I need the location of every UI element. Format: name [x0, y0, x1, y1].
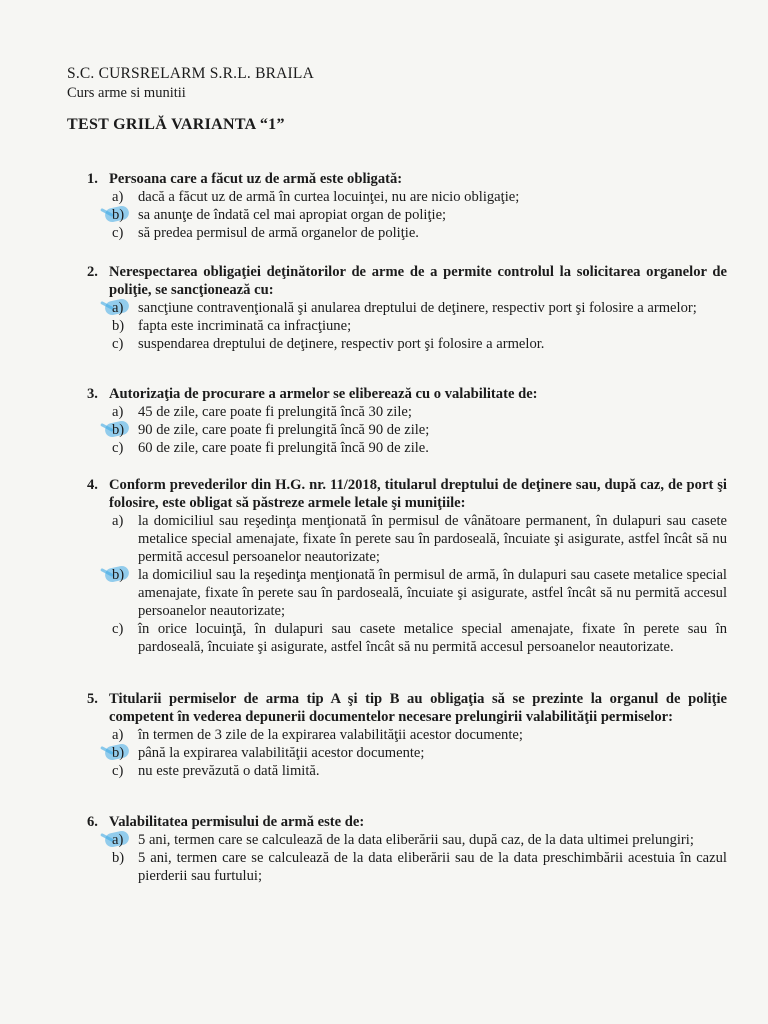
answer-options — [112, 726, 727, 780]
option-text: suspendarea dreptului de deţinere, respectiv port şi folosire a armelor. — [138, 336, 545, 352]
answer-options — [112, 299, 727, 353]
option-letter-text: c) — [112, 440, 124, 456]
answer-option — [112, 566, 727, 620]
question-5 — [87, 690, 727, 780]
option-letter — [112, 762, 138, 780]
question-heading — [87, 476, 727, 512]
option-text: nu este prevăzută o dată limită. — [138, 763, 320, 779]
option-letter-text: a) — [112, 832, 124, 848]
option-letter — [112, 421, 138, 439]
question-text: Nerespectarea obligaţiei deţinătorilor de arme de a permite controlul la solicitarea organelor de poliţie, se sancţionează cu: — [109, 264, 727, 298]
answer-option — [112, 744, 727, 762]
answer-option — [112, 849, 727, 885]
answer-option — [112, 439, 727, 457]
option-letter — [112, 439, 138, 457]
option-letter-text: a) — [112, 513, 124, 529]
question-2 — [87, 263, 727, 353]
option-letter-text: b) — [112, 850, 125, 866]
answer-option — [112, 726, 727, 744]
question-6 — [87, 813, 727, 885]
option-letter-text: a) — [112, 300, 124, 316]
question-text: Titularii permiselor de arma tip A şi tip B au obligaţia să se prezinte la organul de poliţie competent în vederea depunerii documentelor necesare prelungirii valabilităţii permiselor: — [109, 691, 727, 725]
test-title: TEST GRILĂ VARIANTA “1” — [67, 116, 285, 133]
question-number: 2. — [87, 264, 98, 280]
question-heading — [87, 690, 727, 726]
answer-option — [112, 224, 727, 242]
answer-option — [112, 188, 727, 206]
option-letter-text: b) — [112, 567, 125, 583]
answer-options — [112, 403, 727, 457]
option-letter-text: c) — [112, 621, 124, 637]
question-number: 3. — [87, 386, 98, 402]
option-letter — [112, 403, 138, 421]
question-4 — [87, 476, 727, 656]
option-letter-text: b) — [112, 318, 125, 334]
option-letter-text: b) — [112, 422, 125, 438]
answer-option — [112, 762, 727, 780]
answer-option — [112, 421, 727, 439]
option-letter — [112, 224, 138, 242]
answer-option — [112, 317, 727, 335]
course-name: Curs arme si munitii — [67, 85, 186, 101]
answer-option — [112, 512, 727, 566]
option-text: 60 de zile, care poate fi prelungită încă 90 de zile. — [138, 440, 429, 456]
organization-name: S.C. CURSRELARM S.R.L. BRAILA — [67, 65, 314, 82]
question-3 — [87, 385, 727, 457]
answer-options — [112, 831, 727, 885]
question-number: 1. — [87, 171, 98, 187]
option-letter-text: c) — [112, 225, 124, 241]
question-1 — [87, 170, 727, 242]
option-text: dacă a făcut uz de armă în curtea locuinţei, nu are nicio obligaţie; — [138, 189, 520, 205]
option-letter-text: c) — [112, 336, 124, 352]
option-letter-text: b) — [112, 745, 125, 761]
option-text: sa anunţe de îndată cel mai apropiat organ de poliţie; — [138, 207, 447, 223]
option-letter — [112, 620, 138, 656]
option-letter — [112, 335, 138, 353]
option-letter-text: a) — [112, 727, 124, 743]
question-text: Autorizaţia de procurare a armelor se eliberează cu o valabilitate de: — [109, 386, 538, 402]
option-letter-text: c) — [112, 763, 124, 779]
question-text: Conform prevederilor din H.G. nr. 11/2018, titularul dreptului de deţinere sau, după caz, de port şi folosire, este obligat să păstreze armele letale şi muniţiile: — [109, 477, 727, 511]
answer-option — [112, 620, 727, 656]
option-letter — [112, 744, 138, 762]
answer-option — [112, 206, 727, 224]
option-letter — [112, 317, 138, 335]
option-letter-text: a) — [112, 189, 124, 205]
option-letter — [112, 299, 138, 317]
option-text: 90 de zile, care poate fi prelungită încă 90 de zile; — [138, 422, 430, 438]
option-text: în termen de 3 zile de la expirarea valabilităţii acestor documente; — [138, 727, 523, 743]
option-text: în orice locuinţă, în dulapuri sau casete metalice special amenajate, fixate în perete sau în pardoseală, încuiate şi asigurate, astfel încât să nu permită accesul persoanelor neautorizate. — [138, 621, 727, 655]
option-text: fapta este incriminată ca infracţiune; — [138, 318, 352, 334]
question-heading — [87, 813, 727, 831]
option-letter — [112, 849, 138, 885]
question-text: Valabilitatea permisului de armă este de: — [109, 814, 365, 830]
option-text: sancţiune contravenţională şi anularea dreptului de deţinere, respectiv port şi folosire a armelor; — [138, 300, 697, 316]
question-number: 5. — [87, 691, 98, 707]
question-text: Persoana care a făcut uz de armă este obligată: — [109, 171, 403, 187]
answer-option — [112, 831, 727, 849]
option-text: la domiciliul sau reşedinţa menţionată în permisul de vânătoare permanent, în dulapuri sau casete metalice special amenajate, fixate în perete sau în pardoseală, încuiate şi asigurate, astfel încât să nu permită accesul persoanelor neautorizate; — [138, 513, 727, 565]
option-letter — [112, 726, 138, 744]
option-letter — [112, 831, 138, 849]
question-number: 6. — [87, 814, 98, 830]
question-number: 4. — [87, 477, 98, 493]
option-letter — [112, 206, 138, 224]
question-heading — [87, 385, 727, 403]
answer-option — [112, 299, 727, 317]
option-text: 5 ani, termen care se calculează de la data eliberării sau de la data preschimbării acestuia în cazul pierderii sau furtului; — [138, 850, 727, 884]
option-letter — [112, 512, 138, 566]
answer-options — [112, 512, 727, 656]
question-heading — [87, 170, 727, 188]
answer-option — [112, 335, 727, 353]
option-text: la domiciliul sau la reşedinţa menţionată în permisul de armă, în dulapuri sau casete metalice special amenajate, fixate în perete sau în pardoseală, încuiate şi asigurate, astfel încât să nu permită accesul persoanelor neautorizate; — [138, 567, 727, 619]
option-letter-text: b) — [112, 207, 125, 223]
option-text: să predea permisul de armă organelor de poliţie. — [138, 225, 419, 241]
option-letter — [112, 566, 138, 620]
option-letter — [112, 188, 138, 206]
answer-options — [112, 188, 727, 242]
option-text: până la expirarea valabilităţii acestor documente; — [138, 745, 425, 761]
option-letter-text: a) — [112, 404, 124, 420]
option-text: 5 ani, termen care se calculează de la data eliberării sau, după caz, de la data ultimei prelungiri; — [138, 832, 694, 848]
answer-option — [112, 403, 727, 421]
question-heading — [87, 263, 727, 299]
option-text: 45 de zile, care poate fi prelungită încă 30 zile; — [138, 404, 412, 420]
